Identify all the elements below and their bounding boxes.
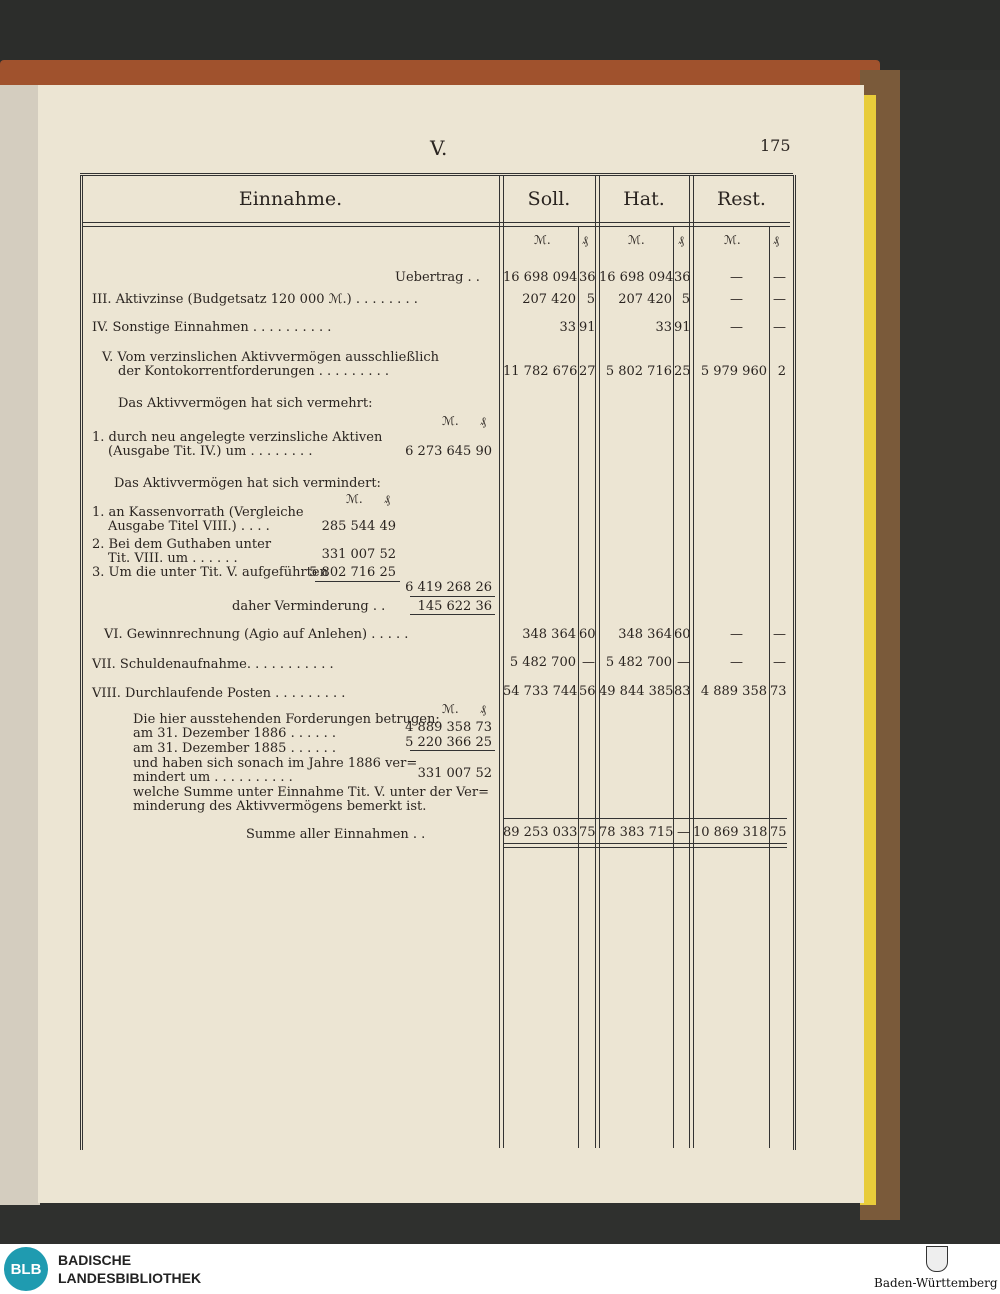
header-hat: Hat. <box>623 188 665 210</box>
row-label-v-cont: der Kontokorrentforderungen . . . . . . . . . <box>118 364 389 379</box>
unit-mark: ℳ. <box>346 492 363 506</box>
vermindert-sum-value: 6 419 268 26 <box>405 580 492 595</box>
unit-pf: ₰ <box>480 702 486 716</box>
rest-pf: 2 <box>777 364 786 379</box>
rest-m: — <box>730 627 743 642</box>
rest-pf: — <box>773 627 786 642</box>
sum-rule <box>410 614 495 615</box>
soll-m: 11 782 676 <box>503 364 578 379</box>
vermehrt-item1-value: 6 273 645 90 <box>405 444 492 459</box>
soll-m: 207 420 <box>522 292 576 307</box>
vermindert-item1-cont: Ausgabe Titel VIII.) . . . . <box>108 519 270 534</box>
vermindert-item1-value: 285 544 49 <box>321 519 396 534</box>
row-label-iv: IV. Sonstige Einnahmen . . . . . . . . . . <box>92 320 332 335</box>
soll-m: 54 733 744 <box>503 684 578 699</box>
header-einnahme: Einnahme. <box>238 188 343 210</box>
vermindert-heading: Das Aktivvermögen hat sich vermindert: <box>114 476 381 491</box>
header-rule <box>82 222 790 227</box>
rest-m: — <box>730 320 743 335</box>
total-rule <box>503 818 787 819</box>
viii-note: welche Summe unter Einnahme Tit. V. unter der Ver= <box>133 785 489 800</box>
state-coat-of-arms-icon <box>926 1246 948 1272</box>
rest-m: 5 979 960 <box>700 364 767 379</box>
section-heading: V. <box>430 136 448 160</box>
vermehrt-heading: Das Aktivvermögen hat sich vermehrt: <box>118 396 373 411</box>
hat-m: 78 383 715 <box>599 825 674 840</box>
row-label-v: V. Vom verzinslichen Aktivvermögen ausschließlich <box>102 350 440 365</box>
soll-pf: 60 <box>579 627 596 642</box>
rest-pf: — <box>773 270 786 285</box>
unit-pf: ₰ <box>678 233 684 247</box>
rest-m: 10 869 318 <box>693 825 768 840</box>
unit-mark: ℳ. <box>628 233 645 247</box>
hat-m: 33 <box>655 320 672 335</box>
hat-pf: 91 <box>674 320 691 335</box>
viii-note: minderung des Aktivvermögens bemerkt ist. <box>133 799 427 814</box>
soll-pf: 91 <box>579 320 596 335</box>
unit-mark: ℳ. <box>442 414 459 428</box>
unit-mark: ℳ. <box>534 233 551 247</box>
hat-m: 348 364 <box>618 627 672 642</box>
vermindert-item3-value: 5 802 716 25 <box>309 565 396 580</box>
hat-pf: 60 <box>674 627 691 642</box>
daher-value: 145 622 36 <box>417 599 492 614</box>
hat-pf: 25 <box>674 364 691 379</box>
hat-m: 49 844 385 <box>599 684 674 699</box>
vermindert-item1: 1. an Kassenvorrath (Vergleiche <box>92 505 304 520</box>
rest-pf: 73 <box>770 684 787 699</box>
unit-pf: ₰ <box>384 492 390 506</box>
hat-pf: 5 <box>681 292 690 307</box>
viii-note: Die hier ausstehenden Forderungen betrugen: <box>133 712 440 727</box>
soll-m: 348 364 <box>522 627 576 642</box>
sum-rule <box>410 596 495 597</box>
hat-pf: — <box>677 825 690 840</box>
soll-pf: 27 <box>579 364 596 379</box>
soll-m: 5 482 700 <box>509 655 576 670</box>
rest-pf: — <box>773 292 786 307</box>
viii-note: am 31. Dezember 1885 . . . . . . <box>133 741 337 756</box>
soll-pf: 5 <box>586 292 595 307</box>
state-name: Baden-Württemberg <box>874 1276 998 1290</box>
viii-note-value: 331 007 52 <box>417 766 492 781</box>
viii-note-value: 4 889 358 73 <box>405 720 492 735</box>
rest-m: 4 889 358 <box>700 684 767 699</box>
soll-m: 33 <box>559 320 576 335</box>
sum-rule <box>410 750 495 751</box>
hat-pf: 36 <box>674 270 691 285</box>
unit-pf: ₰ <box>582 233 588 247</box>
vermindert-item2-cont: Tit. VIII. um . . . . . . <box>108 551 238 566</box>
row-label-viii: VIII. Durchlaufende Posten . . . . . . . . . <box>92 686 346 701</box>
rest-pf: 75 <box>770 825 787 840</box>
vermindert-item2-value: 331 007 52 <box>321 547 396 562</box>
library-name-line2: LANDESBIBLIOTHEK <box>58 1270 202 1286</box>
daher-label: daher Verminderung . . <box>232 599 386 614</box>
row-label-uebertrag: Uebertrag . . <box>395 270 480 285</box>
rest-m: — <box>730 292 743 307</box>
hat-m: 5 482 700 <box>605 655 672 670</box>
left-page-edge <box>0 85 40 1205</box>
soll-m: 16 698 094 <box>503 270 578 285</box>
page-number: 175 <box>760 136 791 155</box>
vermehrt-item1-cont: (Ausgabe Tit. IV.) um . . . . . . . . <box>108 444 313 459</box>
rest-m: — <box>730 655 743 670</box>
rest-m: — <box>730 270 743 285</box>
rest-pf: — <box>773 655 786 670</box>
viii-note: mindert um . . . . . . . . . . <box>133 770 293 785</box>
library-name <box>58 1251 201 1287</box>
vermehrt-item1: 1. durch neu angelegte verzinsliche Aktiven <box>92 430 383 445</box>
hat-m: 207 420 <box>618 292 672 307</box>
vermindert-item2: 2. Bei dem Guthaben unter <box>92 537 272 552</box>
unit-pf: ₰ <box>773 233 779 247</box>
viii-note: am 31. Dezember 1886 . . . . . . <box>133 726 337 741</box>
unit-mark: ℳ. <box>442 702 459 716</box>
header-soll: Soll. <box>527 188 571 210</box>
soll-m: 89 253 033 <box>503 825 578 840</box>
library-name-line1: BADISCHE <box>58 1252 132 1268</box>
hat-m: 16 698 094 <box>599 270 674 285</box>
row-label-vi: VI. Gewinnrechnung (Agio auf Anlehen) . . . . . <box>104 627 409 642</box>
hat-pf: — <box>677 655 690 670</box>
viii-note: und haben sich sonach im Jahre 1886 ver= <box>133 756 418 771</box>
vermindert-item3: 3. Um die unter Tit. V. aufgeführten <box>92 565 328 580</box>
soll-pf: 56 <box>579 684 596 699</box>
row-label-summe: Summe aller Einnahmen . . <box>246 827 426 842</box>
sum-rule <box>315 581 400 582</box>
soll-pf: 75 <box>579 825 596 840</box>
row-label-iii: III. Aktivzinse (Budgetsatz 120 000 ℳ.) . . . . . . . . <box>92 292 418 307</box>
hat-pf: 83 <box>674 684 691 699</box>
soll-pf: 36 <box>579 270 596 285</box>
total-double-rule <box>503 843 787 848</box>
rest-pf: — <box>773 320 786 335</box>
blb-logo: BLB <box>4 1247 48 1291</box>
viii-note-value: 5 220 366 25 <box>405 735 492 750</box>
row-label-vii: VII. Schuldenaufnahme. . . . . . . . . . . <box>92 657 334 672</box>
header-rest: Rest. <box>717 188 766 210</box>
hat-m: 5 802 716 <box>605 364 672 379</box>
unit-pf: ₰ <box>480 414 486 428</box>
book-cover-edge <box>0 60 880 88</box>
soll-pf: — <box>582 655 595 670</box>
unit-mark: ℳ. <box>724 233 741 247</box>
